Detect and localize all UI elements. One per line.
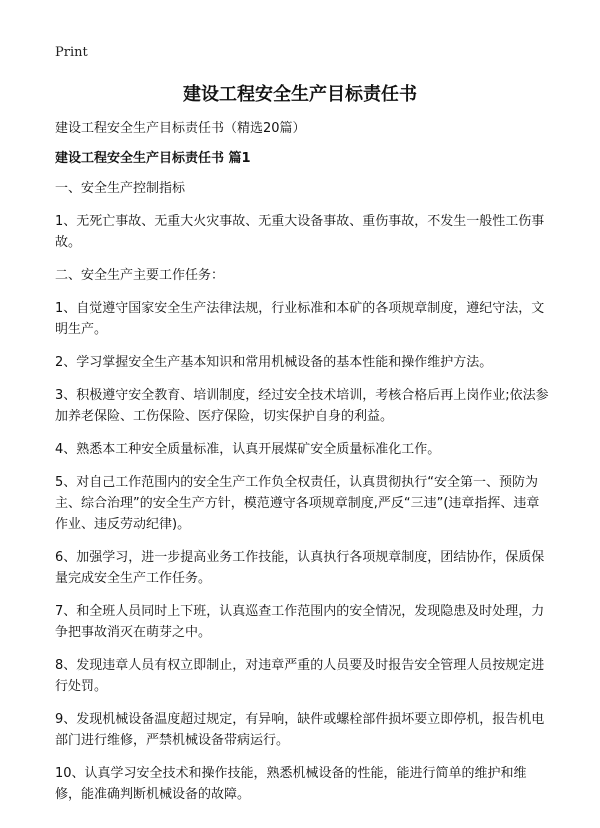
paragraph-control-indicators: 一、安全生产控制指标 xyxy=(55,181,186,196)
page-title: 建设工程安全生产目标责任书 xyxy=(183,84,417,105)
paragraph-task-6: 6、加强学习，进一步提高业务工作技能，认真执行各项规章制度，团结协作，保质保量完成安全生产工作任务。 xyxy=(55,550,545,586)
paragraph-task-1: 1、自觉遵守国家安全生产法律法规，行业标准和本矿的各项规章制度，遵纪守法，文明生产。 xyxy=(55,301,545,337)
paragraph-task-7: 7、和全班人员同时上下班，认真巡查工作范围内的安全情况，发现隐患及时处理，力争把事故消灭在萌芽之中。 xyxy=(55,604,545,640)
paragraph-task-10: 10、认真学习安全技术和操作技能，熟悉机械设备的性能，能进行简单的维护和维修，能准确判断机械设备的故障。 xyxy=(55,766,527,802)
document-subtitle: 建设工程安全生产目标责任书（精选20篇） xyxy=(55,121,306,136)
document-body xyxy=(55,118,550,817)
paragraph-task-3: 3、积极遵守安全教育、培训制度，经过安全技术培训，考核合格后再上岗作业;依法参加养老保险、工伤保险、医疗保险，切实保护自身的利益。 xyxy=(55,388,549,424)
paragraph-task-4: 4、熟悉本工种安全质量标准，认真开展煤矿安全质量标准化工作。 xyxy=(55,442,441,457)
section-heading: 建设工程安全生产目标责任书 篇1 xyxy=(55,151,251,166)
print-link[interactable]: Print xyxy=(55,45,88,60)
paragraph-indicator-1: 1、无死亡事故、无重大火灾事故、无重大设备事故、重伤事故，不发生一般性工伤事故。 xyxy=(55,214,545,250)
paragraph-task-8: 8、发现违章人员有权立即制止，对违章严重的人员要及时报告安全管理人员按规定进行处罚。 xyxy=(55,658,545,694)
paragraph-task-5: 5、对自己工作范围内的安全生产工作负全权责任，认真贯彻执行“安全第一、预防为主、综合治理”的安全生产方针，模范遵守各项规章制度,严反“三违”(违章指挥、违章作业、违反劳动纪律)。 xyxy=(55,475,540,532)
paragraph-task-9: 9、发现机械设备温度超过规定，有异响，缺件或螺栓部件损坏要立即停机，报告机电部门进行维修，严禁机械设备带病运行。 xyxy=(55,712,545,748)
paragraph-task-2: 2、学习掌握安全生产基本知识和常用机械设备的基本性能和操作维护方法。 xyxy=(55,355,493,370)
paragraph-main-tasks: 二、安全生产主要工作任务： xyxy=(55,268,225,283)
